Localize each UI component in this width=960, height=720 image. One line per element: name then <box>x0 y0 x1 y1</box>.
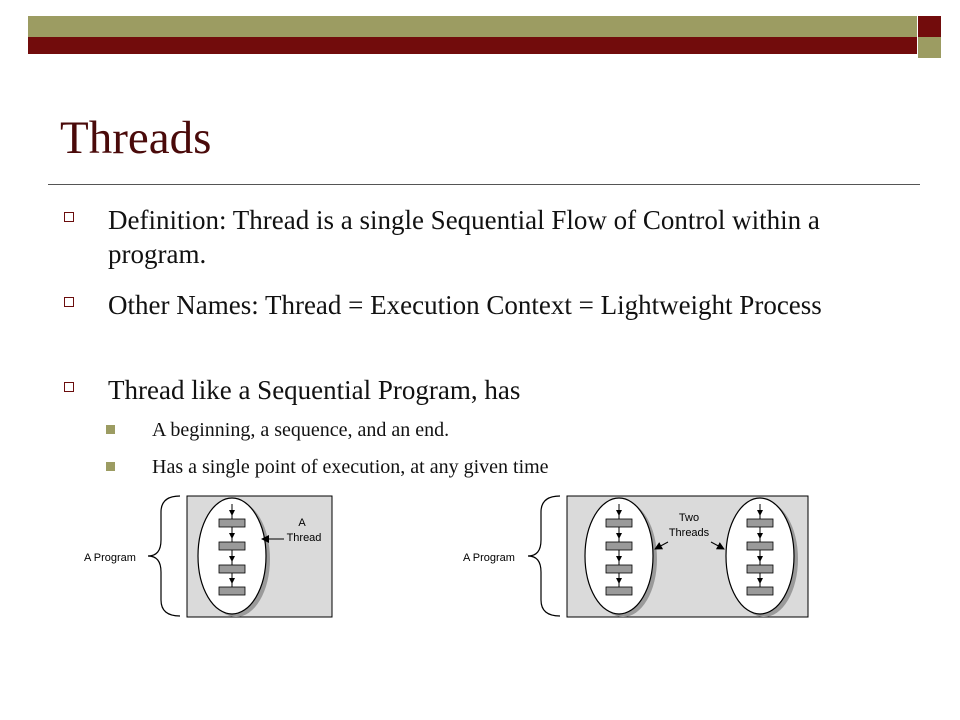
step-block <box>606 542 632 550</box>
bullet-text: Thread like a Sequential Program, has <box>108 375 521 405</box>
slide-title: Threads <box>60 112 212 164</box>
step-block <box>747 565 773 573</box>
program-brace <box>148 496 180 616</box>
step-block <box>219 519 245 527</box>
program-label: A Program <box>84 552 136 564</box>
subbullet-text: Has a single point of execution, at any given time <box>152 456 549 478</box>
step-block <box>219 565 245 573</box>
step-block <box>606 587 632 595</box>
threads-label-line2: Threads <box>668 527 710 539</box>
step-block <box>747 519 773 527</box>
step-block <box>219 542 245 550</box>
two-threads-diagram <box>463 496 808 617</box>
single-thread-diagram <box>84 496 332 617</box>
program-label: A Program <box>463 552 515 564</box>
step-block <box>606 565 632 573</box>
step-block <box>606 519 632 527</box>
bullet-text: Other Names: Thread = Execution Context = Lightweight Process <box>108 290 822 320</box>
step-block <box>219 587 245 595</box>
threads-label-line1: Two <box>678 512 700 524</box>
bullet-text: Definition: Thread is a single Sequential Flow of Control within a program. <box>108 205 820 269</box>
thread-label-line1: A <box>298 517 306 529</box>
step-block <box>747 587 773 595</box>
program-brace <box>528 496 560 616</box>
step-block <box>747 542 773 550</box>
thread-label-line2: Thread <box>286 532 322 544</box>
subbullet-text: A beginning, a sequence, and an end. <box>152 419 450 441</box>
